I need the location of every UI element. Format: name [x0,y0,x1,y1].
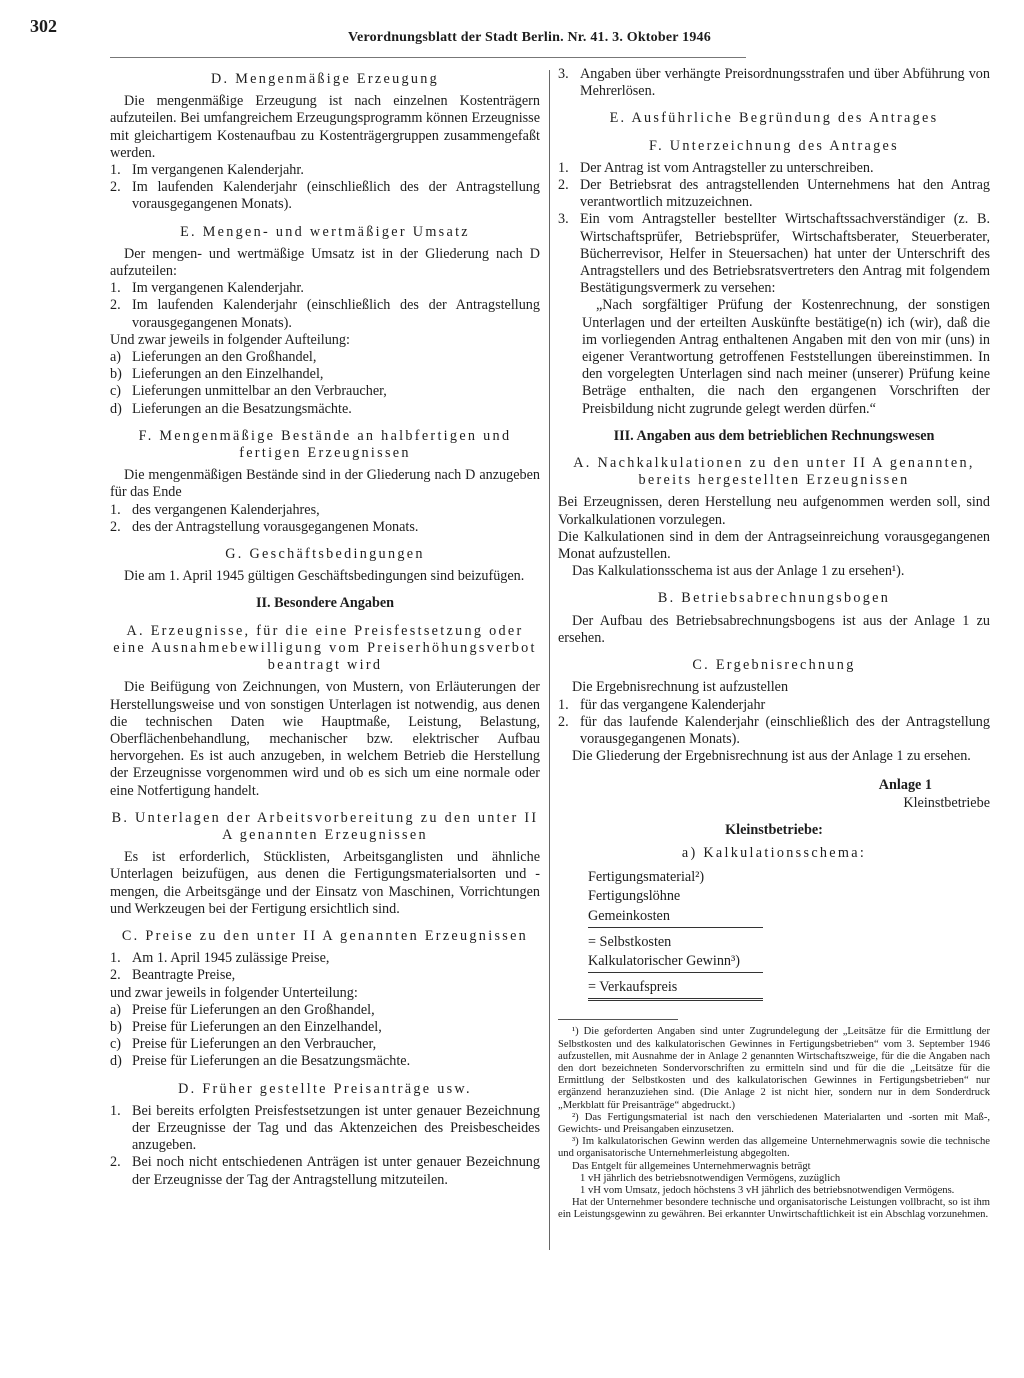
list-item: 1. des vergangenen Kalenderjahres, [110,501,320,518]
schema-heading: Kleinstbetriebe: [725,821,823,838]
paragraph: Es ist erforderlich, Stücklisten, Arbeitsganglisten und ähnliche Unterlagen beizufügen, aus denen die Fertigungsmaterialsorten und -mengen, die Arbeitsgänge und der Einsatz von Maschinen, Vorrichtungen und Werkzeugen bei der Fertigung ersichtlich sind. [110,849,540,917]
schema-subheading: a) Kalkulationsschema: [681,844,867,861]
paragraph: Die am 1. April 1945 gültigen Geschäftsbedingungen sind beizufügen. [124,568,525,585]
list-item: a) Preise für Lieferungen an den Großhandel, [110,1001,375,1018]
list-item: 2. Im laufenden Kalenderjahr (einschließlich des der Antragstellung vorausgegangenen Monats). [110,179,540,213]
footnote: 1 vH vom Umsatz, jedoch höchstens 3 vH jährlich des betriebsnotwendigen Vermögens. [580,1184,955,1196]
list-item: 1. Der Antrag ist vom Antragsteller zu unterschreiben. [558,159,874,176]
list-item: b) Lieferungen an den Einzelhandel, [110,366,324,383]
list-item: 1. Im vergangenen Kalenderjahr. [110,280,304,297]
list-item: b) Preise für Lieferungen an den Einzelhandel, [110,1018,382,1035]
list-item: 1. Bei bereits erfolgten Preisfestsetzungen ist unter genauer Bezeichnung der Erzeugnisse der Tag und das Aktenzeichen des Preisbescheides anzugeben. [110,1102,540,1154]
list-item: 2. Der Betriebsrat des antragstellenden Unternehmens hat den Antrag verantwortlich mitzuzeichnen. [558,177,990,211]
running-title: Verordnungsblatt der Stadt Berlin. Nr. 41. 3. Oktober 1946 [348,30,711,45]
part-heading: III. Angaben aus dem betrieblichen Rechnungswesen [613,427,935,444]
header-rule [110,57,746,58]
paragraph: und zwar jeweils in folgender Unterteilung: [110,984,358,1001]
section-heading: A. Nachkalkulationen zu den unter II A genannten, bereits hergestellten Erzeugnissen [573,455,975,489]
schema-row: Kalkulatorischer Gewinn³) [588,952,763,973]
page-header [30,16,1000,52]
part-heading: II. Besondere Angaben [255,595,395,612]
paragraph: Der mengen- und wertmäßige Umsatz ist in der Gliederung nach D aufzuteilen: [110,245,540,280]
section-heading: D. Mengenmäßige Erzeugung [210,71,440,87]
list-item: 2. Bei noch nicht entschiedenen Anträgen ist unter genauer Bezeichnung der Erzeugnisse der Tag der Antragstellung mitzuteilen. [110,1154,540,1188]
list-item: d) Preise für Lieferungen an die Besatzungsmächte. [110,1053,411,1070]
calculation-schema [588,868,763,1001]
paragraph: Die Ergebnisrechnung ist aufzustellen [572,679,789,696]
paragraph: Das Kalkulationsschema ist aus der Anlage 1 zu ersehen¹). [572,563,905,580]
schema-row: = Selbstkosten [588,933,672,950]
list-item: a) Lieferungen an den Großhandel, [110,349,317,366]
list-item: 3. Ein vom Antragsteller bestellter Wirtschaftssachverständiger (z. B. Wirtschaftsprüfer, Betriebsprüfer, Wirtschaftsberater, Steuerberater, Bücherrevisor, Helfer in Steuersachen) hat unter der Unterschrift des Antragstellers und des Betriebsratsvertreters den Antrag mit folgendem Bestätigungsvermerk zu versehen: [558,211,990,297]
left-column [110,66,540,1189]
section-heading: C. Ergebnisrechnung [692,657,856,674]
section-heading: B. Unterlagen der Arbeitsvorbereitung zu den unter II A genannten Erzeugnissen [111,809,539,843]
paragraph: Die Gliederung der Ergebnisrechnung ist aus der Anlage 1 zu ersehen. [572,748,971,765]
list-item: 1. Im vergangenen Kalenderjahr. [110,162,304,179]
footnote: ²) Das Fertigungsmaterial ist nach den verschiedenen Materialarten und -sorten mit Maß-, Gewichts- und Preisangaben einzusetzen. [558,1111,990,1135]
list-item: c) Lieferungen unmittelbar an den Verbraucher, [110,383,387,400]
right-column [558,66,990,1222]
section-heading: E. Mengen- und wertmäßiger Umsatz [180,223,470,240]
list-item: 1. Am 1. April 1945 zulässige Preise, [110,950,330,967]
paragraph: Und zwar jeweils in folgender Aufteilung: [110,331,350,348]
section-heading: B. Betriebsabrechnungsbogen [657,590,891,607]
section-heading: C. Preise zu den unter II A genannten Erzeugnissen [121,927,529,944]
footnote: ¹) Die geforderten Angaben sind unter Zugrundelegung der „Leitsätze für die Ermittlung der Selbstkosten und des kalkulatorischen Gewinnes in Fertigungsbetrieben“ vom 3. September 1946 aufzustellen, mit Ausnahme der in Anlage 2 genannten Wirtschaftszweige, für die die Angaben nach den dort bezeichneten Sondervorschriften zu ermitteln sind und für die die „Leitsätze für die Ermittlung der Selbstkosten und des kalkulatorischen Gewinnes in Fertigungsbetrieben“ nur ergänzend heranzuziehen sind. (Die Anlage 2 ist nicht hier, sondern nur in dem Sonderdruck „Merkblatt für Preisanträge“ abgedruckt.) [558,1026,990,1111]
paragraph: Die Kalkulationen sind in dem der Antragseinreichung vorausgegangenen Monat aufzustellen. [558,528,990,563]
schema-row: Fertigungsmaterial²) [588,869,705,886]
appendix-subtitle: Kleinstbetriebe [903,794,990,811]
paragraph: Bei Erzeugnissen, deren Herstellung neu aufgenommen werden soll, sind Vorkalkulationen vorzulegen. [558,494,990,528]
list-item: 1. für das vergangene Kalenderjahr [558,696,766,713]
footnote-rule [558,1019,678,1020]
column-divider [549,70,550,1250]
paragraph: Der Aufbau des Betriebsabrechnungsbogens ist aus der Anlage 1 zu ersehen. [558,612,990,646]
list-item: c) Preise für Lieferungen an den Verbraucher, [110,1036,377,1053]
section-heading: A. Erzeugnisse, für die eine Preisfestsetzung oder eine Ausnahmebewilligung vom Preiserhöhungsverbot beantragt wird [113,622,537,674]
footnote: 1 vH jährlich des betriebsnotwendigen Vermögens, zuzüglich [580,1172,841,1184]
section-heading: F. Mengenmäßige Bestände an halbfertigen und fertigen Erzeugnissen [138,427,512,462]
footnote: Das Entgelt für allgemeines Unternehmerwagnis beträgt [572,1160,811,1172]
section-heading: E. Ausführliche Begründung des Antrages [609,110,939,127]
list-item: d) Lieferungen an die Besatzungsmächte. [110,400,352,417]
paragraph: Die mengenmäßigen Bestände sind in der Gliederung nach D anzugeben für das Ende [110,467,540,501]
schema-row: Fertigungslöhne [588,888,681,905]
list-item: 2. Beantragte Preise, [110,967,236,984]
footnotes [558,1026,990,1221]
section-heading: D. Früher gestellte Preisanträge usw. [178,1080,472,1097]
list-item: 2. für das laufende Kalenderjahr (einschließlich des der Antragstellung vorausgegangenen Monats). [558,713,990,747]
list-item: 2. des der Antragstellung vorausgegangenen Monats. [110,518,419,535]
paragraph: Die Beifügung von Zeichnungen, von Mustern, von Erläuterungen der Herstellungsweise und von sonstigen Unterlagen ist notwendig, aus denen die technischen Daten wie Hauptmaße, Leistung, Belastung, Oberflächenbehandlung, mechanischer bzw. elektrischer Aufbau hervorgehen. Es ist auch anzugeben, in welchem Betrieb die Herstellung der Erzeugnisse vorgenommen wird und ob es sich um eine normale oder eine Notfertigung handelt. [110,679,540,799]
list-item: 3. Angaben über verhängte Preisordnungsstrafen und über Abführung von Mehrerlösen. [558,66,990,100]
section-heading: G. Geschäftsbedingungen [225,546,425,563]
section-heading: F. Unterzeichnung des Antrages [649,137,899,154]
footnote: ³) Im kalkulatorischen Gewinn werden das allgemeine Unternehmerwagnis sowie die technische und organisatorische Unternehmerleistung abgegolten. [558,1136,990,1160]
page-number: 302 [30,16,57,36]
schema-row: Gemeinkosten [588,907,763,928]
list-item: 2. Im laufenden Kalenderjahr (einschließlich des der Antragstellung vorausgegangenen Monats). [110,297,540,331]
footnote: Hat der Unternehmer besondere technische und organisatorische Leistungen vollbracht, so ist ihm ein Leistungsgewinn zu gewähren. Bei erkannter Unwirtschaftlichkeit ist ein Abschlag vorzunehmen. [558,1197,990,1221]
confirmation-quote: „Nach sorgfältiger Prüfung der Kostenrechnung, der sonstigen Unterlagen und der erteilten Auskünfte bestätige(n) ich (wir), daß die im vorliegenden Antrag enthaltenen Angaben mit den von mir (uns) in eigener Verantwortung getroffenen Feststellungen übereinstimmen. In den vorgelegten Unterlagen sind nach meiner (unserer) Prüfung keine Beträge enthalten, die nach den ergangenen Vorschriften der Preisbildung nicht zugrunde gelegt werden dürfen.“ [582,297,990,417]
appendix-title: Anlage 1 [878,777,932,794]
paragraph: Die mengenmäßige Erzeugung ist nach einzelnen Kostenträgern aufzuteilen. Bei umfangreichem Erzeugungsprogramm können Erzeugnisse mit gleichartigem Kostenaufbau zu Kostenträgergruppen zusammengefaßt werden. [110,93,540,161]
schema-row: = Verkaufspreis [588,978,763,1001]
